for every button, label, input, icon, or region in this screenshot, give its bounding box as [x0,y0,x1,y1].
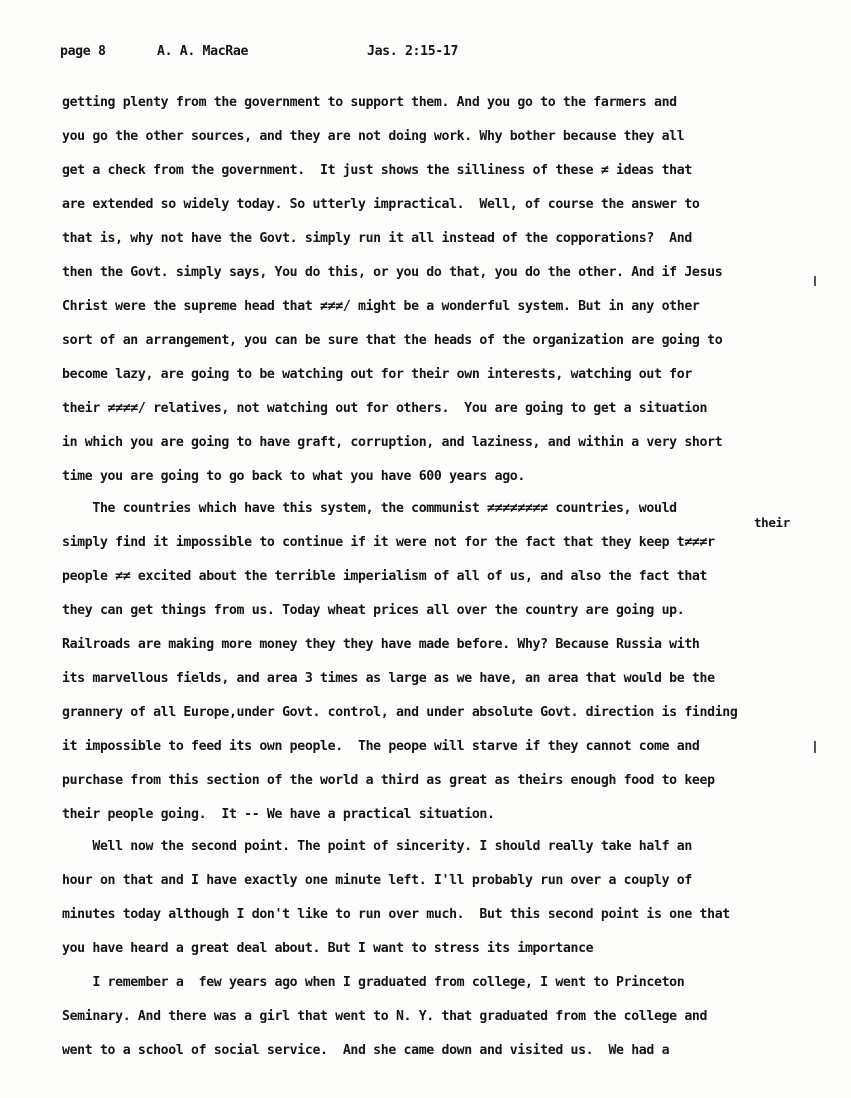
text-line: I remember a few years ago when I graduated from college, I went to Princeton [62,975,685,990]
text-line: simply find it impossible to continue if it were not for the fact that they keep t≠≠≠r [62,535,715,550]
text-line: get a check from the government. It just shows the silliness of these ≠ ideas that [62,163,692,178]
text-line: their ≠≠≠≠/ relatives, not watching out for others. You are going to get a situation [62,401,708,416]
text-line: getting plenty from the government to support them. And you go to the farmers and [62,95,677,110]
text-line: that is, why not have the Govt. simply run it all instead of the copporations? And [62,231,692,246]
text-line: purchase from this section of the world a third as great as theirs enough food to keep [62,773,715,788]
text-line: Seminary. And there was a girl that went to N. Y. that graduated from the college and [62,1009,708,1024]
page-header [60,44,820,64]
text-line: become lazy, are going to be watching out for their own interests, watching out for [62,367,692,382]
margin-mark [814,741,816,753]
text-line: you have heard a great deal about. But I want to stress its importance [62,941,594,956]
text-line: you go the other sources, and they are not doing work. Why bother because they all [62,129,685,144]
text-line: its marvellous fields, and area 3 times as large as we have, an area that would be the [62,671,715,686]
text-line: Well now the second point. The point of sincerity. I should really take half an [62,839,692,854]
margin-mark [814,276,816,286]
text-line: it impossible to feed its own people. The peope will starve if they cannot come and [62,739,700,754]
author-name: A. A. MacRae [157,44,249,59]
text-line: Railroads are making more money they they have made before. Why? Because Russia with [62,637,700,652]
text-line: people ≠≠ excited about the terrible imperialism of all of us, and also the fact that [62,569,708,584]
page-number: page 8 [60,44,106,59]
scripture-reference: Jas. 2:15-17 [367,44,459,59]
text-line: The countries which have this system, the communist ≠≠≠≠≠≠≠≠ countries, would [62,501,677,516]
text-line: are extended so widely today. So utterly impractical. Well, of course the answer to [62,197,700,212]
text-line: hour on that and I have exactly one minute left. I'll probably run over a couply of [62,873,692,888]
text-line: time you are going to go back to what you have 600 years ago. [62,469,525,484]
text-line: in which you are going to have graft, corruption, and laziness, and within a very short [62,435,723,450]
interlinear-correction: their [754,515,790,530]
text-line: Christ were the supreme head that ≠≠≠/ might be a wonderful system. But in any other [62,299,700,314]
text-line: minutes today although I don't like to run over much. But this second point is one that [62,907,730,922]
text-line: went to a school of social service. And she came down and visited us. We had a [62,1043,670,1058]
text-line: their people going. It -- We have a practical situation. [62,807,495,822]
text-line: they can get things from us. Today wheat prices all over the country are going up. [62,603,685,618]
text-line: sort of an arrangement, you can be sure that the heads of the organization are going to [62,333,723,348]
text-line: then the Govt. simply says, You do this, or you do that, you do the other. And if Jesus [62,265,723,280]
text-line: grannery of all Europe,under Govt. control, and under absolute Govt. direction is finding [62,705,738,720]
